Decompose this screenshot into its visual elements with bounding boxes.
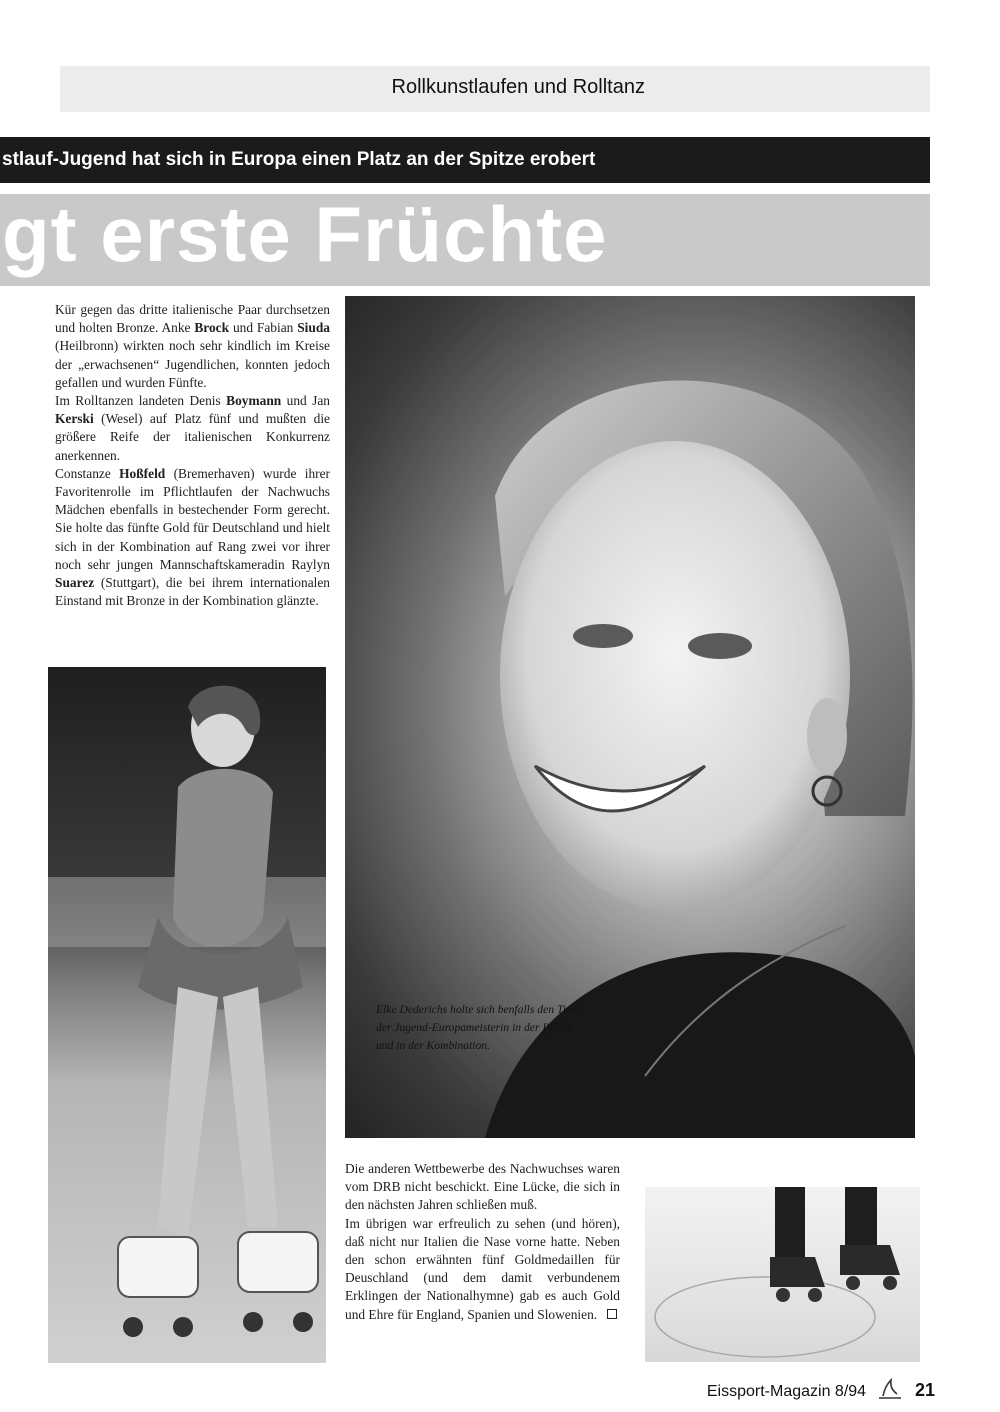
- article-headline: gt erste Früchte: [2, 190, 608, 278]
- page-number: 21: [914, 1380, 935, 1400]
- page-footer: [707, 1378, 935, 1401]
- photo-caption: Elke Dederichs holte sich benfalls den Titel der Jugend-Europameisterin in der Pflicht und in der Kombination.: [376, 1003, 578, 1052]
- bold-name: Brock: [194, 320, 230, 336]
- paragraph: Im Rolltanzen landeten Denis Boymann und Jan Kerski (Wesel) auf Platz fünf und mußten die größere Reife der italienischen Konkurrenz anerkennen.: [55, 393, 331, 463]
- bottom-text-column: [345, 1160, 620, 1324]
- bold-name: Kerski: [55, 411, 94, 427]
- paragraph-text: Im übrigen war erfreulich zu sehen (und hören), daß nicht nur Italien die Nase vorne hatte. Neben den schon erwähnten fünf Goldmedaillen für Deuschland (und dem damit verbundenem Erklingen der Nationalhymne) gab es auch Gold und Ehre für England, Spanien und Slowenien.: [345, 1215, 620, 1322]
- paragraph: Constanze Hoßfeld (Bremerhaven) wurde ihrer Favoritenrolle im Pflichtlaufen der Nachwuchs Mädchen ebenfalls in bestechender Form gerecht. Sie holte das fünfte Gold für Deutschland und hielt sich in der Kombination auf Rang zwei vor ihrer noch sehr jungen Mannschaftskameradin Raylyn Suarez (Stuttgart), die bei ihrem internationalen Einstand mit Bronze in der Kombination glänzte.: [55, 465, 330, 609]
- magazine-logo-icon: [877, 1378, 903, 1400]
- bold-name: Boymann: [226, 393, 282, 409]
- paragraph: Kür gegen das dritte italienische Paar durchsetzen und holten Bronze. Anke Brock und Fabian Siuda (Heilbronn) wirkten noch sehr kindlich im Kreise der „erwachsenen“ Jugendlichen, konnten jedoch gefallen und wurden Fünfte.: [55, 302, 330, 390]
- skates-photo: [645, 1187, 920, 1362]
- paragraph: Die anderen Wettbewerbe des Nachwuchses waren vom DRB nicht beschickt. Eine Lücke, die sich in den nächsten Jahren schließen muß.: [345, 1161, 620, 1213]
- bold-name: Suarez: [55, 575, 95, 591]
- skater-photo: [48, 667, 326, 1363]
- paragraph: [345, 1215, 620, 1324]
- bold-name: Siuda: [297, 320, 330, 336]
- magazine-issue: Eissport-Magazin 8/94: [706, 1383, 867, 1400]
- end-of-article-icon: [607, 1309, 617, 1319]
- section-title: Rollkunstlaufen und Rolltanz: [391, 76, 645, 98]
- article-subheadline: stlauf-Jugend hat sich in Europa einen Platz an der Spitze erobert: [0, 137, 930, 183]
- left-text-column: [55, 301, 330, 610]
- bold-name: Hoßfeld: [119, 465, 166, 481]
